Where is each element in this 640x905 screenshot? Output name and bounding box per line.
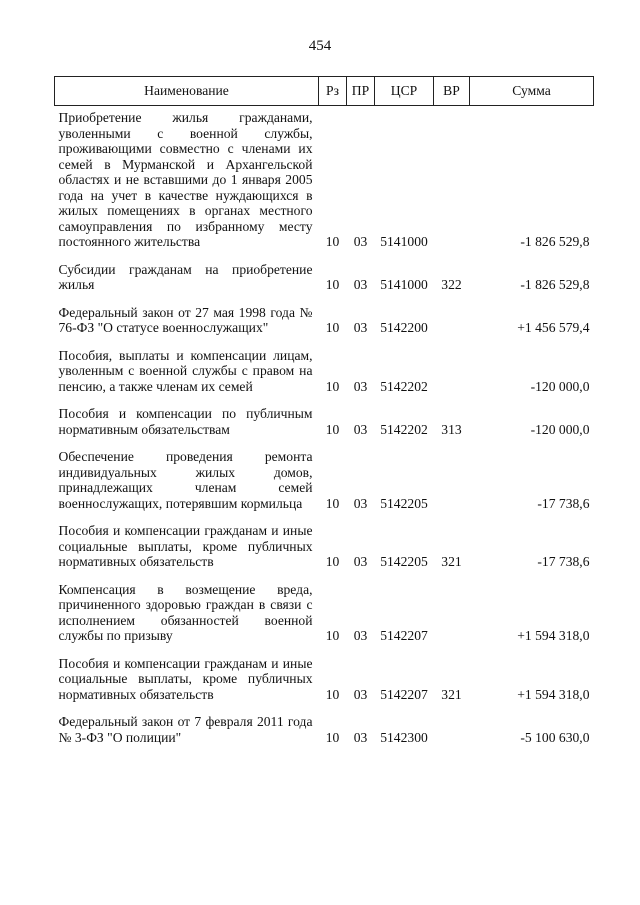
row-name-cell: [55, 406, 319, 449]
header-name: Наименование: [55, 77, 319, 106]
row-name-cell: [55, 523, 319, 582]
row-name: Приобретение жилья гражданами, уволенными с военной службы, проживающими совместно с членами их семей в Мурманской и Архангельской областях и не вставшими до 1 января 2005 года на учет в качестве нуждающихся в жилых помещениях в органах местного самоуправления по избранному месту постоянного жительства: [58, 110, 313, 249]
row-vr: [434, 449, 470, 523]
table-row: [55, 406, 594, 449]
row-vr: 313: [441, 421, 462, 437]
row-name-cell: [55, 714, 319, 757]
row-vr: [434, 582, 470, 656]
row-name: Пособия и компенсации гражданам и иные социальные выплаты, кроме публичных нормативных обязательств: [58, 523, 313, 569]
row-pr: 03: [353, 234, 368, 249]
row-vr: [434, 348, 470, 407]
row-rz: 10: [325, 495, 340, 511]
row-csr: 5142205: [380, 495, 428, 511]
table-row: [55, 106, 594, 262]
row-vr: [434, 305, 470, 348]
row-name-cell: [55, 449, 319, 523]
header-vr: ВР: [434, 77, 470, 106]
row-sum: +1 456 579,4: [517, 320, 590, 335]
row-name: Обеспечение проведения ремонта индивидуальных жилых домов, принадлежащих членам семей военнослужащих, потерявшим кормильца: [58, 449, 313, 511]
table-body: [55, 106, 594, 758]
row-rz: 10: [325, 686, 340, 702]
row-rz: 10: [325, 421, 340, 437]
row-name: Федеральный закон от 27 мая 1998 года № 76-ФЗ "О статусе военнослужащих": [58, 304, 313, 335]
row-vr: [434, 714, 470, 757]
row-name: Субсидии гражданам на приобретение жилья: [58, 261, 313, 292]
row-csr: 5142207: [380, 628, 428, 643]
row-sum: -1 826 529,8: [520, 234, 590, 249]
header-csr: ЦСР: [375, 77, 434, 106]
row-name-cell: [55, 305, 319, 348]
row-csr: 5142207: [380, 686, 428, 702]
header-sum: Сумма: [470, 77, 594, 106]
row-sum: +1 594 318,0: [517, 628, 590, 643]
row-pr: 03: [353, 421, 368, 437]
row-vr: 322: [441, 277, 462, 292]
row-sum: -17 738,6: [537, 495, 590, 511]
row-rz: 10: [325, 729, 340, 745]
row-pr: 03: [353, 320, 368, 335]
row-rz: 10: [325, 554, 340, 569]
row-pr: 03: [353, 554, 368, 569]
row-name-cell: [55, 582, 319, 656]
row-csr: 5142202: [380, 421, 428, 437]
row-csr: 5142205: [380, 554, 428, 569]
row-csr: 5142202: [380, 378, 428, 394]
row-name-cell: [55, 262, 319, 305]
table-row: [55, 714, 594, 757]
table-row: [55, 449, 594, 523]
row-pr: 03: [353, 277, 368, 292]
row-rz: 10: [325, 378, 340, 394]
row-vr: [434, 106, 470, 262]
row-name: Пособия и компенсации гражданам и иные социальные выплаты, кроме публичных нормативных обязательств: [58, 655, 313, 702]
row-name: Пособия, выплаты и компенсации лицам, уволенным с военной службы с правом на пенсию, а также членам их семей: [58, 347, 313, 394]
row-pr: 03: [353, 729, 368, 745]
row-csr: 5141000: [380, 234, 428, 249]
row-name-cell: [55, 106, 319, 262]
row-name-cell: [55, 348, 319, 407]
row-sum: +1 594 318,0: [517, 686, 590, 702]
row-pr: 03: [353, 378, 368, 394]
header-pr: ПР: [347, 77, 375, 106]
budget-table: [54, 76, 594, 757]
row-vr: 321: [441, 554, 462, 569]
row-csr: 5141000: [380, 277, 428, 292]
row-name-cell: [55, 656, 319, 715]
row-pr: 03: [353, 686, 368, 702]
table-row: [55, 348, 594, 407]
row-csr: 5142300: [380, 729, 428, 745]
page-number: 454: [308, 38, 332, 54]
row-rz: 10: [325, 320, 340, 335]
table-row: [55, 305, 594, 348]
header-rz: Рз: [319, 77, 347, 106]
table-header: [55, 77, 594, 106]
table-row: [55, 582, 594, 656]
row-name: Пособия и компенсации по публичным нормативным обязательствам: [58, 406, 313, 437]
table-row: [55, 262, 594, 305]
row-rz: 10: [325, 628, 340, 643]
row-sum: -120 000,0: [530, 421, 590, 437]
row-sum: -5 100 630,0: [520, 729, 590, 745]
row-sum: -17 738,6: [537, 554, 590, 569]
row-rz: 10: [325, 277, 340, 292]
row-pr: 03: [353, 628, 368, 643]
row-rz: 10: [325, 234, 340, 249]
row-name: Компенсация в возмещение вреда, причиненного здоровью граждан в связи с исполнением обязанностей военной службы по призыву: [58, 581, 313, 643]
table-row: [55, 656, 594, 715]
row-vr: 321: [441, 686, 462, 702]
row-name: Федеральный закон от 7 февраля 2011 года № 3-ФЗ "О полиции": [58, 714, 313, 745]
row-csr: 5142200: [380, 320, 428, 335]
row-pr: 03: [353, 495, 368, 511]
table-row: [55, 523, 594, 582]
row-sum: -1 826 529,8: [520, 277, 590, 292]
row-sum: -120 000,0: [530, 378, 590, 394]
